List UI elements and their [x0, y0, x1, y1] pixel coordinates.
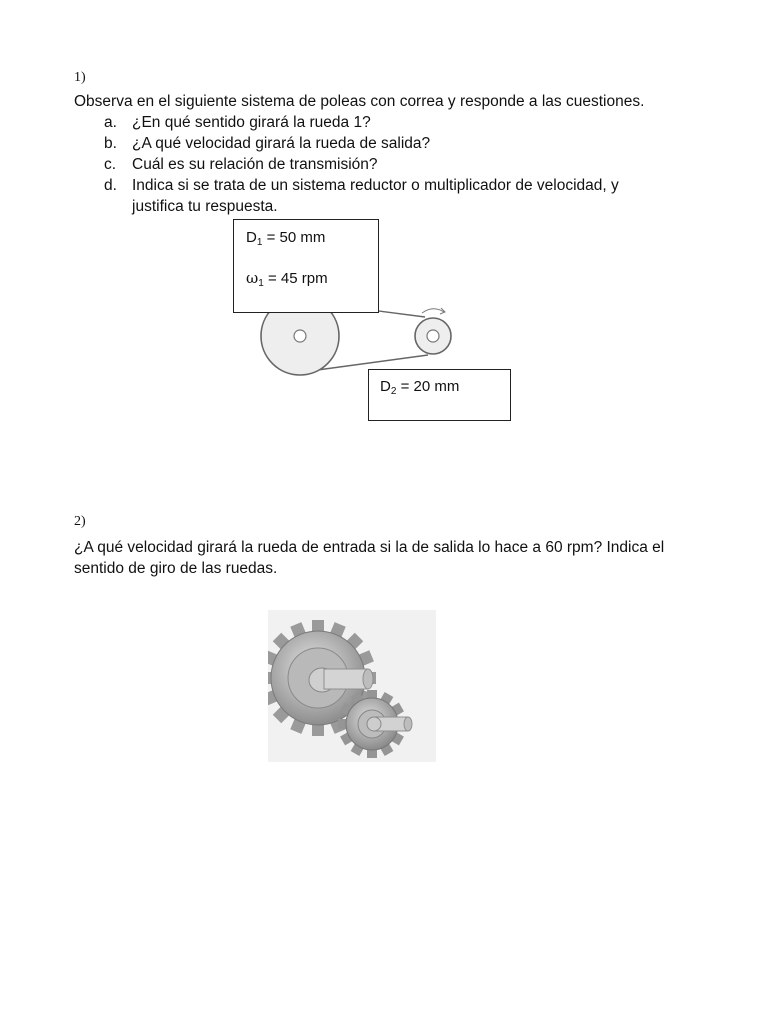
pulley-2-diameter: $D_2 = 20$ mm [380, 378, 460, 397]
pulley-1-speed: $\omega_1 = 45$ rpm [246, 269, 328, 289]
gears-illustration [268, 610, 436, 762]
question-1-item-c [104, 154, 378, 175]
item-text: Indica si se trata de un sistema reductor o multiplicador de velocidad, y [132, 177, 619, 194]
question-2-number: 2) [74, 514, 86, 529]
item-label: d. [104, 177, 117, 194]
item-label: c. [104, 156, 117, 173]
question-1-item-d [104, 175, 619, 196]
pulley-2-data-box [368, 369, 511, 421]
question-1-number: 1) [74, 70, 86, 85]
item-text: Cuál es su relación de transmisión? [132, 156, 378, 173]
item-label: a. [104, 114, 117, 131]
question-2-line-2: sentido de giro de las ruedas. [74, 560, 278, 577]
item-text: ¿En qué sentido girará la rueda 1? [132, 114, 371, 131]
question-1-item-a [104, 112, 371, 133]
item-label: b. [104, 135, 117, 152]
question-2-line-1: ¿A qué velocidad girará la rueda de entrada si la de salida lo hace a 60 rpm? Indica el [74, 539, 665, 556]
pulley-1-diameter: $D_1 = 50$ mm [246, 229, 326, 248]
pulley-1-data-box [233, 219, 379, 313]
question-1-intro: Observa en el siguiente sistema de poleas con correa y responde a las cuestiones. [74, 93, 645, 110]
question-1-item-b [104, 133, 430, 154]
item-text: ¿A qué velocidad girará la rueda de salida? [132, 135, 431, 152]
question-1-item-d-continuation: justifica tu respuesta. [132, 198, 278, 215]
